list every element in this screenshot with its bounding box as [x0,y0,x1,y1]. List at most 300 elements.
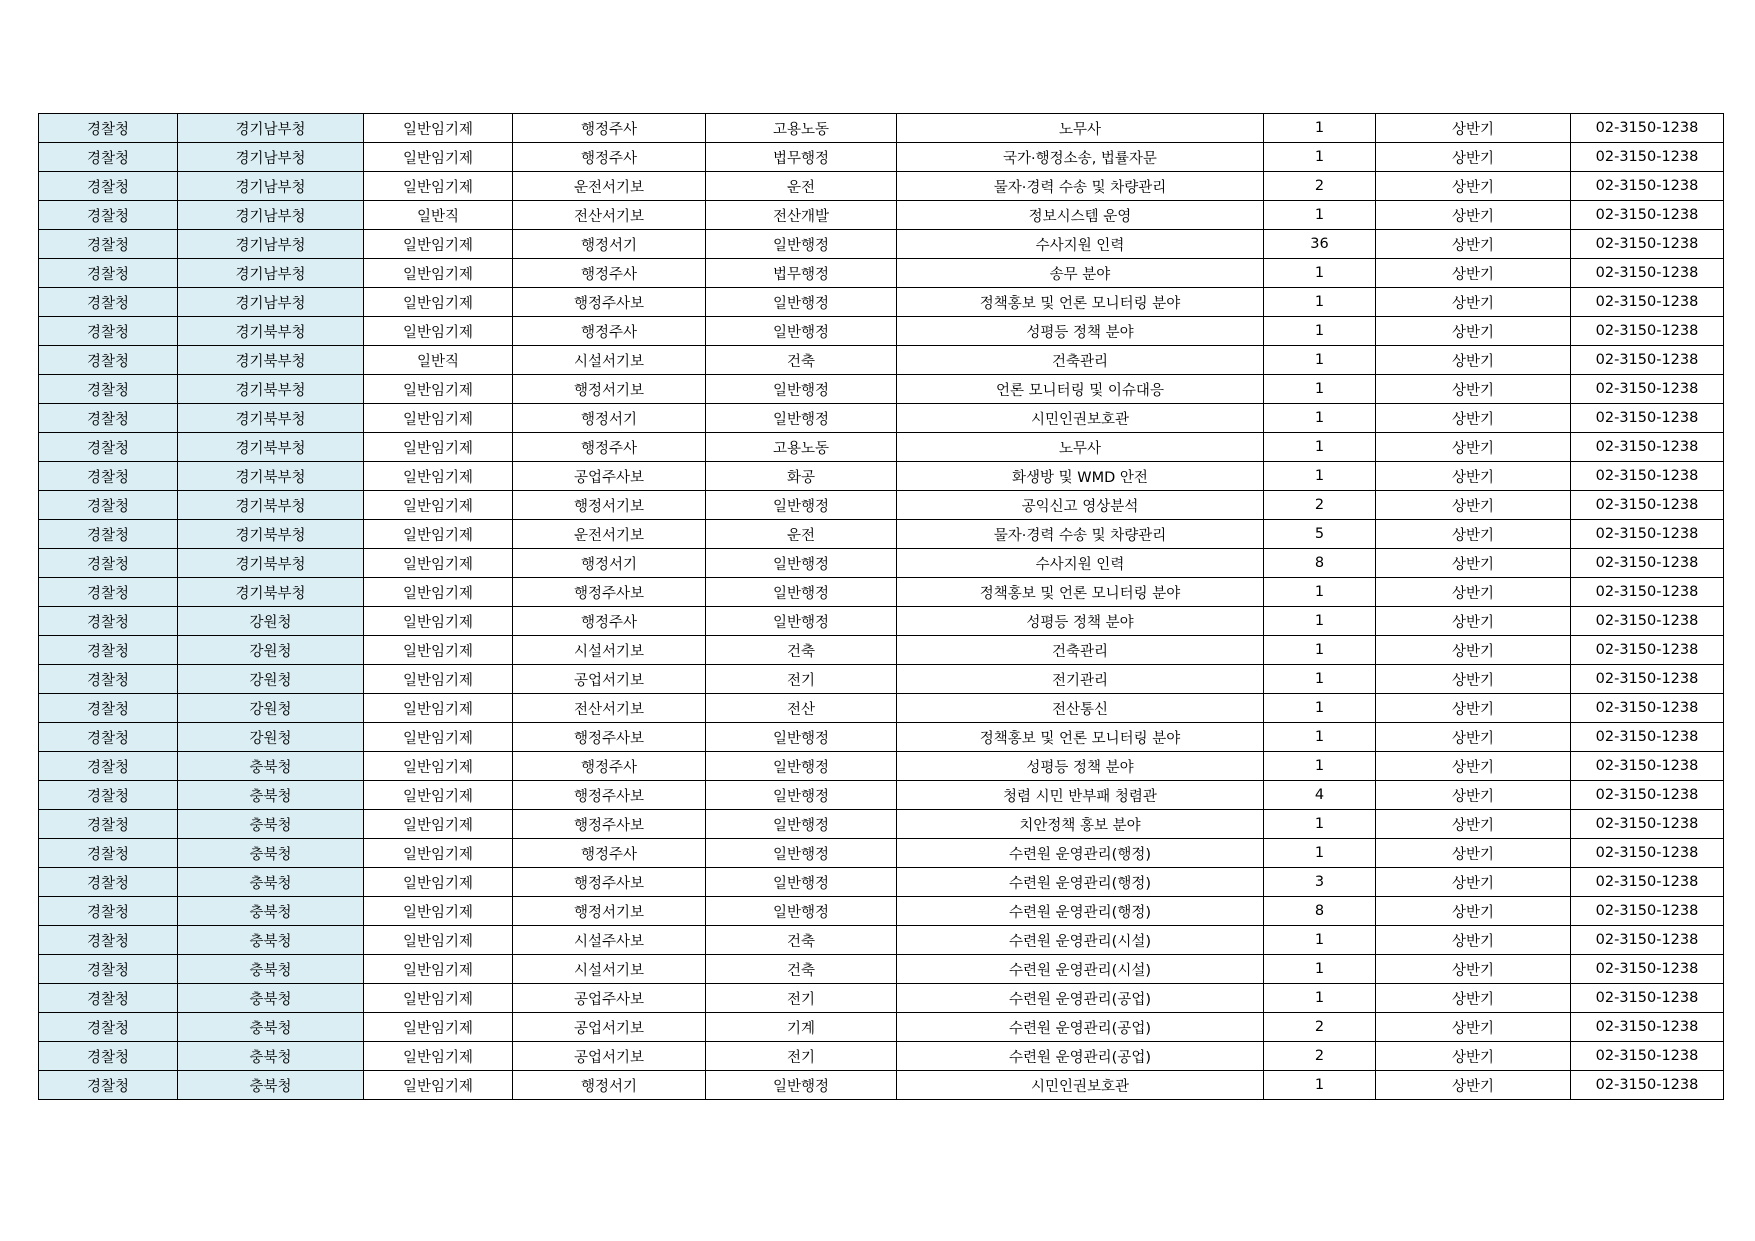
table-row [39,868,1724,897]
office-cell: 충북청 [178,955,364,984]
agency-cell: 경찰청 [39,1042,178,1071]
employment-type-cell: 일반임기제 [364,404,513,433]
duty-field-cell: 건축관리 [897,346,1264,375]
duty-field-cell: 화생방 및 WMD 안전 [897,462,1264,491]
rank-cell: 전산서기보 [513,201,706,230]
headcount-cell: 1 [1264,433,1376,462]
rank-cell: 행정주사보 [513,723,706,752]
agency-cell: 경찰청 [39,346,178,375]
job-series-cell: 일반행정 [706,549,897,578]
contact-cell: 02-3150-1238 [1571,143,1724,172]
period-cell: 상반기 [1376,636,1571,665]
period-cell: 상반기 [1376,520,1571,549]
contact-cell: 02-3150-1238 [1571,433,1724,462]
contact-cell: 02-3150-1238 [1571,201,1724,230]
job-series-cell: 일반행정 [706,897,897,926]
period-cell: 상반기 [1376,201,1571,230]
employment-type-cell: 일반임기제 [364,926,513,955]
period-cell: 상반기 [1376,549,1571,578]
agency-cell: 경찰청 [39,607,178,636]
rank-cell: 공업서기보 [513,665,706,694]
employment-type-cell: 일반임기제 [364,462,513,491]
table-row [39,375,1724,404]
rank-cell: 행정주사 [513,114,706,143]
employment-type-cell: 일반임기제 [364,288,513,317]
employment-type-cell: 일반직 [364,346,513,375]
headcount-cell: 1 [1264,694,1376,723]
duty-field-cell: 전기관리 [897,665,1264,694]
headcount-cell: 1 [1264,404,1376,433]
employment-type-cell: 일반임기제 [364,578,513,607]
headcount-cell: 1 [1264,259,1376,288]
agency-cell: 경찰청 [39,462,178,491]
employment-type-cell: 일반임기제 [364,868,513,897]
job-series-cell: 일반행정 [706,375,897,404]
office-cell: 강원청 [178,694,364,723]
contact-cell: 02-3150-1238 [1571,955,1724,984]
office-cell: 경기북부청 [178,433,364,462]
contact-cell: 02-3150-1238 [1571,897,1724,926]
rank-cell: 행정주사보 [513,781,706,810]
contact-cell: 02-3150-1238 [1571,1042,1724,1071]
contact-cell: 02-3150-1238 [1571,1071,1724,1100]
office-cell: 충북청 [178,868,364,897]
rank-cell: 시설서기보 [513,955,706,984]
duty-field-cell: 공익신고 영상분석 [897,491,1264,520]
duty-field-cell: 성평등 정책 분야 [897,752,1264,781]
headcount-cell: 1 [1264,288,1376,317]
period-cell: 상반기 [1376,694,1571,723]
period-cell: 상반기 [1376,288,1571,317]
agency-cell: 경찰청 [39,549,178,578]
duty-field-cell: 수련원 운영관리(행정) [897,897,1264,926]
duty-field-cell: 물자·경력 수송 및 차량관리 [897,520,1264,549]
agency-cell: 경찰청 [39,201,178,230]
employment-type-cell: 일반임기제 [364,839,513,868]
duty-field-cell: 정책홍보 및 언론 모니터링 분야 [897,723,1264,752]
headcount-cell: 1 [1264,839,1376,868]
headcount-cell: 1 [1264,114,1376,143]
rank-cell: 행정서기 [513,549,706,578]
agency-cell: 경찰청 [39,781,178,810]
office-cell: 경기북부청 [178,578,364,607]
employment-type-cell: 일반임기제 [364,607,513,636]
job-series-cell: 전산 [706,694,897,723]
rank-cell: 행정주사보 [513,288,706,317]
contact-cell: 02-3150-1238 [1571,984,1724,1013]
office-cell: 충북청 [178,1042,364,1071]
rank-cell: 행정주사 [513,143,706,172]
period-cell: 상반기 [1376,1071,1571,1100]
rank-cell: 행정서기보 [513,491,706,520]
rank-cell: 행정서기 [513,1071,706,1100]
agency-cell: 경찰청 [39,984,178,1013]
agency-cell: 경찰청 [39,926,178,955]
office-cell: 경기북부청 [178,462,364,491]
contact-cell: 02-3150-1238 [1571,636,1724,665]
agency-cell: 경찰청 [39,375,178,404]
table-row [39,172,1724,201]
contact-cell: 02-3150-1238 [1571,665,1724,694]
table-row [39,201,1724,230]
employment-type-cell: 일반임기제 [364,375,513,404]
contact-cell: 02-3150-1238 [1571,230,1724,259]
agency-cell: 경찰청 [39,868,178,897]
rank-cell: 행정주사 [513,752,706,781]
office-cell: 경기남부청 [178,201,364,230]
agency-cell: 경찰청 [39,897,178,926]
job-series-cell: 법무행정 [706,259,897,288]
headcount-cell: 5 [1264,520,1376,549]
rank-cell: 행정서기 [513,404,706,433]
headcount-cell: 1 [1264,462,1376,491]
rank-cell: 공업주사보 [513,984,706,1013]
job-series-cell: 고용노동 [706,114,897,143]
job-series-cell: 법무행정 [706,143,897,172]
agency-cell: 경찰청 [39,810,178,839]
employment-type-cell: 일반임기제 [364,781,513,810]
contact-cell: 02-3150-1238 [1571,375,1724,404]
recruitment-table [38,113,1724,1100]
rank-cell: 시설서기보 [513,346,706,375]
contact-cell: 02-3150-1238 [1571,1013,1724,1042]
employment-type-cell: 일반임기제 [364,723,513,752]
contact-cell: 02-3150-1238 [1571,839,1724,868]
rank-cell: 행정주사 [513,433,706,462]
job-series-cell: 건축 [706,636,897,665]
rank-cell: 시설주사보 [513,926,706,955]
employment-type-cell: 일반임기제 [364,520,513,549]
office-cell: 경기남부청 [178,288,364,317]
period-cell: 상반기 [1376,114,1571,143]
headcount-cell: 1 [1264,926,1376,955]
duty-field-cell: 시민인권보호관 [897,404,1264,433]
job-series-cell: 건축 [706,926,897,955]
office-cell: 충북청 [178,810,364,839]
agency-cell: 경찰청 [39,839,178,868]
office-cell: 경기남부청 [178,143,364,172]
contact-cell: 02-3150-1238 [1571,781,1724,810]
job-series-cell: 일반행정 [706,723,897,752]
office-cell: 경기남부청 [178,259,364,288]
duty-field-cell: 정책홍보 및 언론 모니터링 분야 [897,288,1264,317]
agency-cell: 경찰청 [39,230,178,259]
headcount-cell: 1 [1264,984,1376,1013]
duty-field-cell: 수련원 운영관리(공업) [897,984,1264,1013]
office-cell: 충북청 [178,752,364,781]
table-row [39,839,1724,868]
job-series-cell: 일반행정 [706,868,897,897]
table-row [39,1042,1724,1071]
rank-cell: 운전서기보 [513,520,706,549]
office-cell: 충북청 [178,926,364,955]
office-cell: 충북청 [178,839,364,868]
agency-cell: 경찰청 [39,723,178,752]
table-row [39,549,1724,578]
period-cell: 상반기 [1376,752,1571,781]
agency-cell: 경찰청 [39,259,178,288]
rank-cell: 행정서기 [513,230,706,259]
contact-cell: 02-3150-1238 [1571,607,1724,636]
duty-field-cell: 수련원 운영관리(행정) [897,868,1264,897]
rank-cell: 운전서기보 [513,172,706,201]
job-series-cell: 일반행정 [706,317,897,346]
job-series-cell: 일반행정 [706,839,897,868]
office-cell: 충북청 [178,984,364,1013]
period-cell: 상반기 [1376,926,1571,955]
office-cell: 충북청 [178,781,364,810]
duty-field-cell: 송무 분야 [897,259,1264,288]
job-series-cell: 일반행정 [706,491,897,520]
headcount-cell: 2 [1264,491,1376,520]
period-cell: 상반기 [1376,346,1571,375]
duty-field-cell: 성평등 정책 분야 [897,607,1264,636]
period-cell: 상반기 [1376,868,1571,897]
period-cell: 상반기 [1376,578,1571,607]
table-row [39,433,1724,462]
agency-cell: 경찰청 [39,520,178,549]
employment-type-cell: 일반임기제 [364,491,513,520]
table-row [39,143,1724,172]
duty-field-cell: 국가·행정소송, 법률자문 [897,143,1264,172]
table-row [39,520,1724,549]
job-series-cell: 건축 [706,346,897,375]
office-cell: 경기북부청 [178,491,364,520]
employment-type-cell: 일반직 [364,201,513,230]
rank-cell: 전산서기보 [513,694,706,723]
job-series-cell: 일반행정 [706,810,897,839]
headcount-cell: 2 [1264,1013,1376,1042]
headcount-cell: 8 [1264,897,1376,926]
table-row [39,694,1724,723]
employment-type-cell: 일반임기제 [364,1042,513,1071]
agency-cell: 경찰청 [39,1071,178,1100]
contact-cell: 02-3150-1238 [1571,723,1724,752]
agency-cell: 경찰청 [39,955,178,984]
table-row [39,665,1724,694]
contact-cell: 02-3150-1238 [1571,810,1724,839]
job-series-cell: 전기 [706,1042,897,1071]
employment-type-cell: 일반임기제 [364,230,513,259]
office-cell: 경기북부청 [178,317,364,346]
table-row [39,723,1724,752]
job-series-cell: 화공 [706,462,897,491]
agency-cell: 경찰청 [39,404,178,433]
office-cell: 경기남부청 [178,172,364,201]
period-cell: 상반기 [1376,491,1571,520]
contact-cell: 02-3150-1238 [1571,520,1724,549]
job-series-cell: 전기 [706,665,897,694]
table-row [39,752,1724,781]
contact-cell: 02-3150-1238 [1571,491,1724,520]
table-row [39,491,1724,520]
rank-cell: 행정주사 [513,259,706,288]
table-row [39,984,1724,1013]
duty-field-cell: 청렴 시민 반부패 청렴관 [897,781,1264,810]
rank-cell: 시설서기보 [513,636,706,665]
employment-type-cell: 일반임기제 [364,810,513,839]
duty-field-cell: 수련원 운영관리(공업) [897,1042,1264,1071]
job-series-cell: 일반행정 [706,230,897,259]
employment-type-cell: 일반임기제 [364,433,513,462]
period-cell: 상반기 [1376,781,1571,810]
agency-cell: 경찰청 [39,636,178,665]
duty-field-cell: 물자·경력 수송 및 차량관리 [897,172,1264,201]
table-row [39,781,1724,810]
job-series-cell: 운전 [706,520,897,549]
contact-cell: 02-3150-1238 [1571,868,1724,897]
rank-cell: 행정주사보 [513,578,706,607]
headcount-cell: 1 [1264,665,1376,694]
period-cell: 상반기 [1376,375,1571,404]
contact-cell: 02-3150-1238 [1571,259,1724,288]
office-cell: 경기남부청 [178,230,364,259]
office-cell: 경기북부청 [178,346,364,375]
duty-field-cell: 정책홍보 및 언론 모니터링 분야 [897,578,1264,607]
contact-cell: 02-3150-1238 [1571,288,1724,317]
contact-cell: 02-3150-1238 [1571,926,1724,955]
employment-type-cell: 일반임기제 [364,549,513,578]
office-cell: 경기남부청 [178,114,364,143]
table-row [39,288,1724,317]
table-row [39,578,1724,607]
office-cell: 강원청 [178,723,364,752]
headcount-cell: 1 [1264,955,1376,984]
contact-cell: 02-3150-1238 [1571,346,1724,375]
period-cell: 상반기 [1376,665,1571,694]
job-series-cell: 일반행정 [706,578,897,607]
agency-cell: 경찰청 [39,433,178,462]
table-row [39,114,1724,143]
rank-cell: 행정주사보 [513,810,706,839]
employment-type-cell: 일반임기제 [364,259,513,288]
duty-field-cell: 수련원 운영관리(행정) [897,839,1264,868]
duty-field-cell: 수련원 운영관리(시설) [897,926,1264,955]
agency-cell: 경찰청 [39,1013,178,1042]
office-cell: 충북청 [178,1071,364,1100]
employment-type-cell: 일반임기제 [364,317,513,346]
employment-type-cell: 일반임기제 [364,897,513,926]
agency-cell: 경찰청 [39,288,178,317]
duty-field-cell: 전산통신 [897,694,1264,723]
agency-cell: 경찰청 [39,665,178,694]
period-cell: 상반기 [1376,230,1571,259]
employment-type-cell: 일반임기제 [364,984,513,1013]
duty-field-cell: 수련원 운영관리(시설) [897,955,1264,984]
period-cell: 상반기 [1376,723,1571,752]
period-cell: 상반기 [1376,317,1571,346]
employment-type-cell: 일반임기제 [364,955,513,984]
period-cell: 상반기 [1376,1013,1571,1042]
employment-type-cell: 일반임기제 [364,752,513,781]
headcount-cell: 1 [1264,607,1376,636]
period-cell: 상반기 [1376,1042,1571,1071]
table-row [39,346,1724,375]
headcount-cell: 1 [1264,375,1376,404]
period-cell: 상반기 [1376,607,1571,636]
headcount-cell: 1 [1264,317,1376,346]
duty-field-cell: 건축관리 [897,636,1264,665]
contact-cell: 02-3150-1238 [1571,114,1724,143]
headcount-cell: 8 [1264,549,1376,578]
period-cell: 상반기 [1376,839,1571,868]
headcount-cell: 2 [1264,1042,1376,1071]
period-cell: 상반기 [1376,810,1571,839]
rank-cell: 공업서기보 [513,1042,706,1071]
office-cell: 경기북부청 [178,375,364,404]
job-series-cell: 기계 [706,1013,897,1042]
period-cell: 상반기 [1376,462,1571,491]
headcount-cell: 1 [1264,636,1376,665]
duty-field-cell: 시민인권보호관 [897,1071,1264,1100]
agency-cell: 경찰청 [39,172,178,201]
table-row [39,317,1724,346]
agency-cell: 경찰청 [39,114,178,143]
headcount-cell: 1 [1264,810,1376,839]
rank-cell: 행정주사 [513,317,706,346]
rank-cell: 행정서기보 [513,375,706,404]
job-series-cell: 일반행정 [706,781,897,810]
job-series-cell: 일반행정 [706,752,897,781]
contact-cell: 02-3150-1238 [1571,404,1724,433]
table-row [39,462,1724,491]
table-row [39,897,1724,926]
period-cell: 상반기 [1376,404,1571,433]
table-row [39,636,1724,665]
table-row [39,607,1724,636]
table-row [39,404,1724,433]
employment-type-cell: 일반임기제 [364,665,513,694]
rank-cell: 공업서기보 [513,1013,706,1042]
employment-type-cell: 일반임기제 [364,1071,513,1100]
period-cell: 상반기 [1376,984,1571,1013]
employment-type-cell: 일반임기제 [364,636,513,665]
duty-field-cell: 언론 모니터링 및 이슈대응 [897,375,1264,404]
table-row [39,810,1724,839]
employment-type-cell: 일반임기제 [364,1013,513,1042]
job-series-cell: 전산개발 [706,201,897,230]
employment-type-cell: 일반임기제 [364,694,513,723]
headcount-cell: 1 [1264,143,1376,172]
duty-field-cell: 정보시스템 운영 [897,201,1264,230]
period-cell: 상반기 [1376,172,1571,201]
job-series-cell: 전기 [706,984,897,1013]
headcount-cell: 1 [1264,752,1376,781]
period-cell: 상반기 [1376,433,1571,462]
table-row [39,1071,1724,1100]
rank-cell: 행정서기보 [513,897,706,926]
table-row [39,1013,1724,1042]
duty-field-cell: 수사지원 인력 [897,549,1264,578]
headcount-cell: 1 [1264,201,1376,230]
table-row [39,259,1724,288]
rank-cell: 행정주사 [513,839,706,868]
contact-cell: 02-3150-1238 [1571,462,1724,491]
employment-type-cell: 일반임기제 [364,114,513,143]
contact-cell: 02-3150-1238 [1571,317,1724,346]
office-cell: 강원청 [178,636,364,665]
headcount-cell: 1 [1264,346,1376,375]
contact-cell: 02-3150-1238 [1571,172,1724,201]
agency-cell: 경찰청 [39,578,178,607]
headcount-cell: 1 [1264,723,1376,752]
agency-cell: 경찰청 [39,491,178,520]
office-cell: 경기북부청 [178,549,364,578]
agency-cell: 경찰청 [39,752,178,781]
office-cell: 강원청 [178,665,364,694]
headcount-cell: 1 [1264,578,1376,607]
rank-cell: 행정주사 [513,607,706,636]
